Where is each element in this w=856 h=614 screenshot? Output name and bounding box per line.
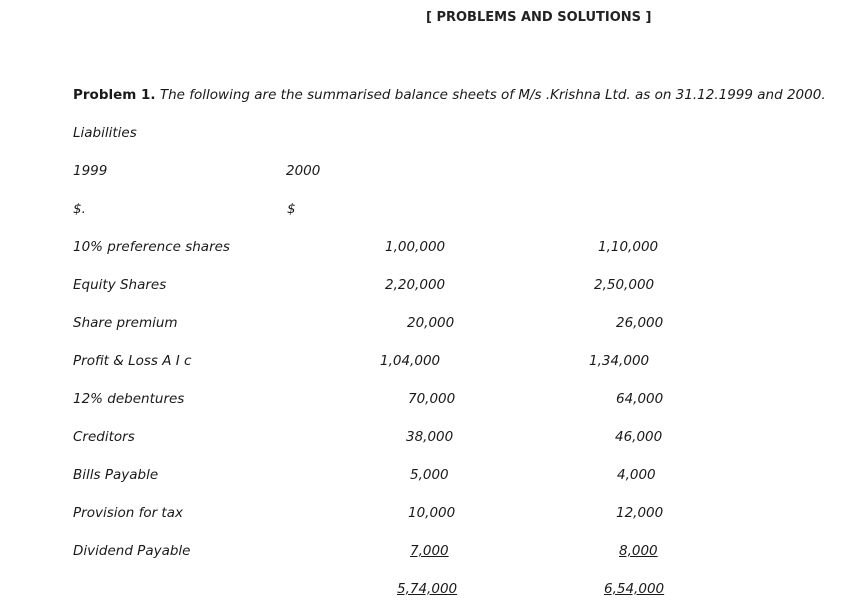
section-label-liabilities: Liabilities	[73, 125, 137, 141]
value-1999: 70,000	[408, 391, 456, 407]
row-label: Provision for tax	[73, 505, 183, 521]
row-label: Share premium	[73, 315, 178, 331]
value-1999: 10,000	[408, 505, 456, 521]
value-2000: 1,10,000	[598, 239, 659, 255]
row-label: Creditors	[73, 429, 135, 445]
value-1999: 5,000	[410, 467, 449, 483]
value-2000: 64,000	[616, 391, 664, 407]
value-1999: 1,04,000	[380, 353, 441, 369]
row-label: 10% preference shares	[73, 239, 230, 255]
value-2000: 8,000	[619, 543, 658, 559]
problem-text: The following are the summarised balance sheets of M/s .Krishna Ltd. as on 31.12.1999 and 2000.	[159, 87, 826, 103]
row-label: Profit & Loss A I c	[73, 353, 192, 369]
value-1999: 1,00,000	[385, 239, 446, 255]
column-header-1999: 1999	[73, 163, 108, 179]
value-1999: 2,20,000	[385, 277, 446, 293]
value-2000: 46,000	[615, 429, 663, 445]
value-2000: 2,50,000	[594, 277, 655, 293]
problem-number: Problem 1.	[73, 87, 156, 103]
column-header-2000: 2000	[286, 163, 321, 179]
row-label: Dividend Payable	[73, 543, 191, 559]
total-2000: 6,54,000	[604, 581, 665, 597]
value-1999: 20,000	[407, 315, 455, 331]
page-header: [ PROBLEMS AND SOLUTIONS ]	[426, 10, 652, 25]
row-label: Equity Shares	[73, 277, 167, 293]
unit-label-2000: $	[287, 201, 296, 217]
problem-statement	[73, 87, 826, 103]
row-label: Bills Payable	[73, 467, 159, 483]
row-label: 12% debentures	[73, 391, 185, 407]
value-1999: 7,000	[410, 543, 449, 559]
value-2000: 1,34,000	[589, 353, 650, 369]
value-2000: 26,000	[616, 315, 664, 331]
value-2000: 4,000	[617, 467, 656, 483]
unit-label-1999: $.	[73, 201, 86, 217]
total-1999: 5,74,000	[397, 581, 458, 597]
value-1999: 38,000	[406, 429, 454, 445]
value-2000: 12,000	[616, 505, 664, 521]
